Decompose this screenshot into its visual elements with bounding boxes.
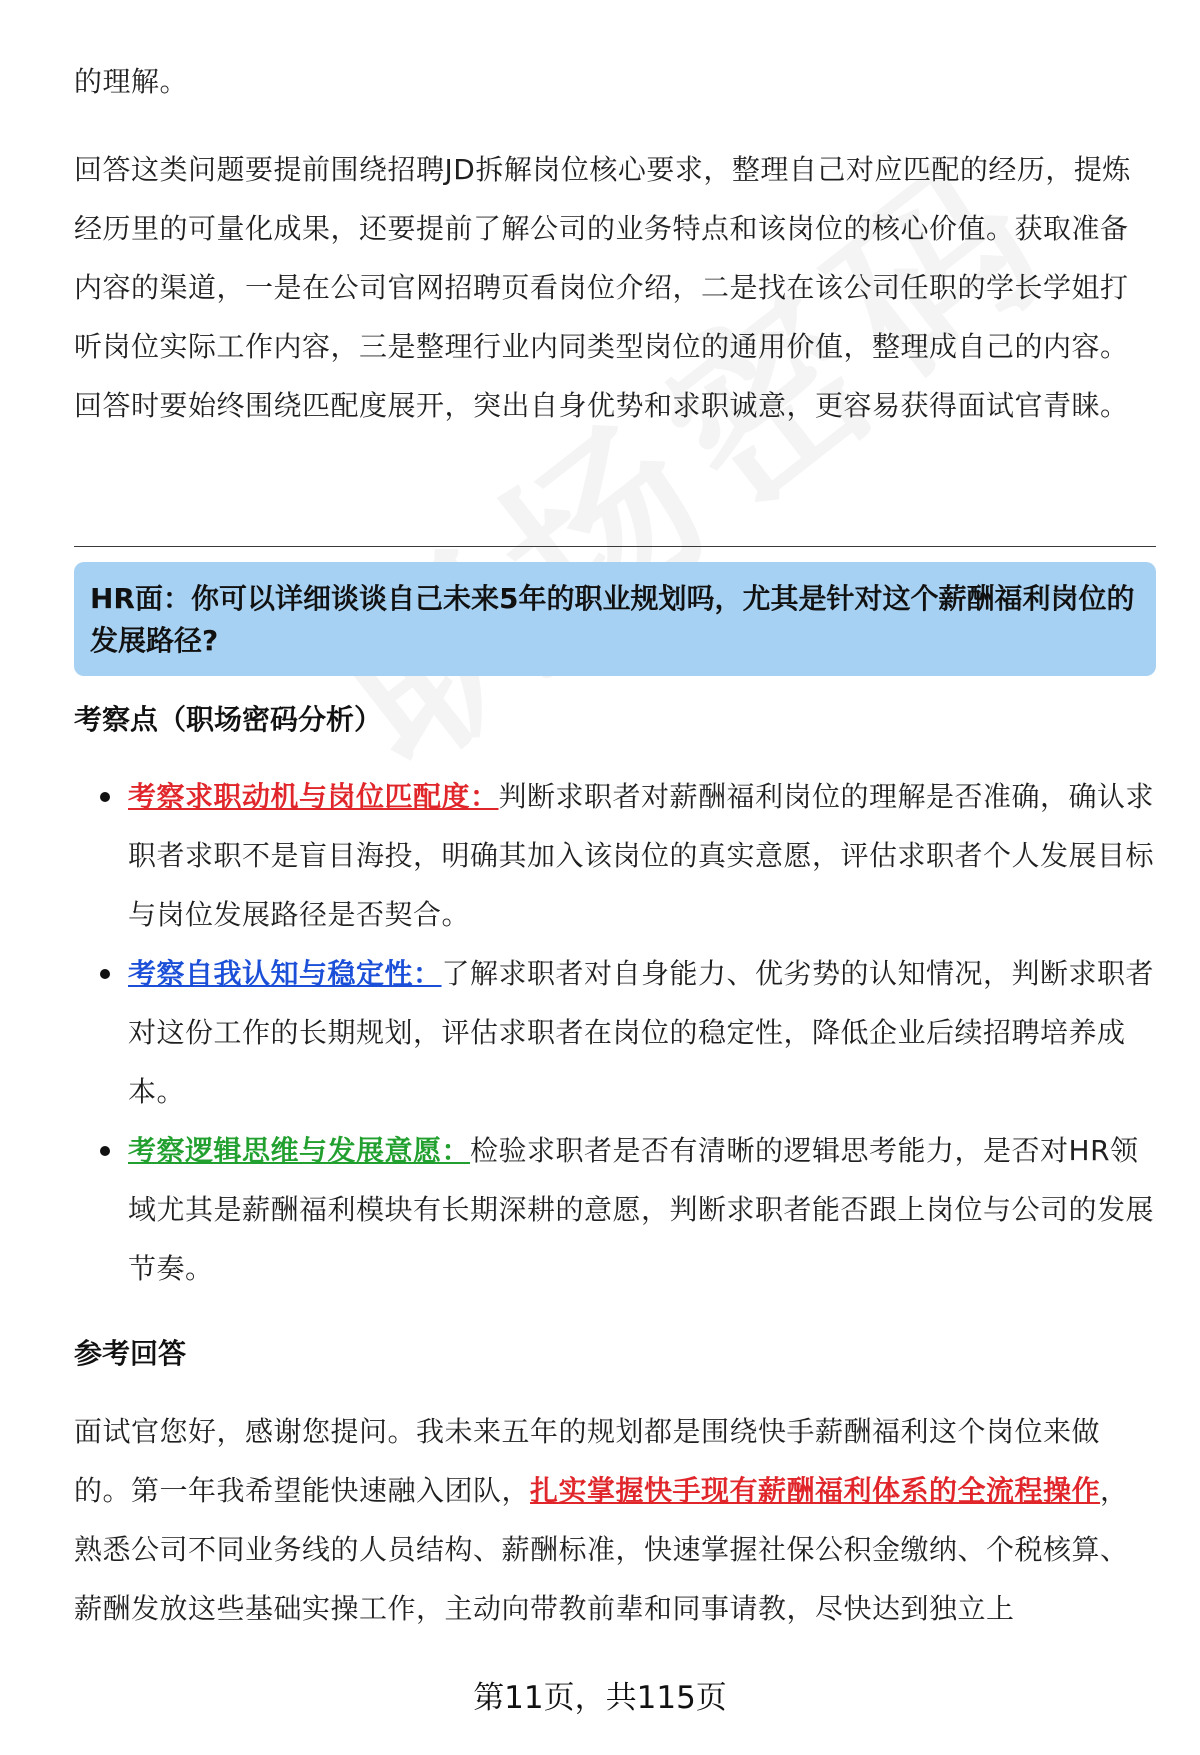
point-label-motivation: 考察求职动机与岗位匹配度： (128, 780, 499, 813)
answer-emphasis: 扎实掌握快手现有薪酬福利体系的全流程操作 (530, 1474, 1101, 1507)
paragraph-preparation: 回答这类问题要提前围绕招聘JD拆解岗位核心要求，整理自己对应匹配的经历，提炼经历里的可量化成果，还要提前了解公司的业务特点和该岗位的核心价值。获取准备内容的渠道，一是在公司官网招聘页看岗位介绍，二是找在该公司任职的学长学姐打听岗位实际工作内容，三是整理行业内同类型岗位的通用价值，整理成自己的内容。回答时要始终围绕匹配度展开，突出自身优势和求职诚意，更容易获得面试官青睐。 (74, 153, 1131, 422)
points-heading: 考察点（职场密码分析） (74, 703, 383, 736)
question-text: HR面：你可以详细谈谈自己未来5年的职业规划吗，尤其是针对这个薪酬福利岗位的发展路径? (90, 582, 1135, 657)
points-list (74, 767, 1156, 1298)
list-item (74, 1121, 1156, 1298)
answer-text-part1: 面试官您好，感谢您提问。我未来五年的规划都是围绕快手薪酬福利这个岗位来做的。第一年我希望能快速融入团队， (74, 1415, 1101, 1507)
point-label-self-awareness: 考察自我认知与稳定性： (128, 957, 442, 990)
answer-paragraph (74, 1402, 1156, 1638)
question-box (74, 562, 1156, 676)
point-text: 检验求职者是否有清晰的逻辑思考能力，是否对HR领域尤其是薪酬福利模块有长期深耕的意愿，判断求职者能否跟上岗位与公司的发展节奏。 (128, 1134, 1155, 1285)
page-number: 第11页，共115页 (473, 1680, 727, 1716)
bullet-dot (100, 1146, 110, 1156)
list-item (74, 944, 1156, 1121)
bullet-dot (100, 792, 110, 802)
paragraph-fragment: 的理解。 (74, 65, 189, 98)
section-divider (74, 546, 1156, 547)
answer-text-part2: ，熟悉公司不同业务线的人员结构、薪酬标准，快速掌握社保公积金缴纳、个税核算、薪酬发放这些基础实操工作，主动向带教前辈和同事请教，尽快达到独立上 (74, 1474, 1129, 1625)
answer-heading: 参考回答 (74, 1337, 187, 1370)
point-label-logic: 考察逻辑思维与发展意愿： (128, 1134, 471, 1167)
bullet-dot (100, 969, 110, 979)
point-text: 判断求职者对薪酬福利岗位的理解是否准确，确认求职者求职不是盲目海投，明确其加入该岗位的真实意愿，评估求职者个人发展目标与岗位发展路径是否契合。 (128, 780, 1155, 931)
point-text: 了解求职者对自身能力、优劣势的认知情况，判断求职者对这份工作的长期规划，评估求职者在岗位的稳定性，降低企业后续招聘培养成本。 (128, 957, 1155, 1108)
list-item (74, 767, 1156, 944)
